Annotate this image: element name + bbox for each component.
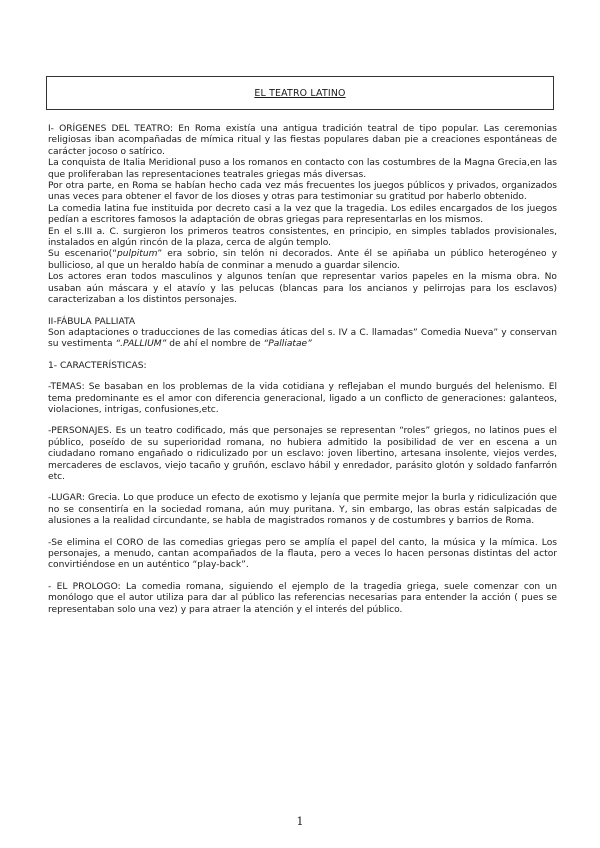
- paragraph-prologo: - EL PROLOGO: La comedia romana, siguiendo el ejemplo de la tragedia griega, suele comenzar con un monólogo que el autor utiliza para dar al público las referencias necesarias para entender la acción ( pues se representaban solo una vez) y para atraer la atención y el interés del público.: [48, 581, 557, 615]
- page-number: 1: [296, 815, 304, 828]
- paragraph-personajes: -PERSONAJES. Es un teatro codificado, más que personajes se representan “roles” griegos, no latinos pues el público, poseído de su superioridad romana, no hubiera admitido la posibilidad de ver en escena a un ciudadano romano engañado o ridiculizado por un esclavo: joven libertino, artesana insolente, viejos verdes, mercaderes de esclavos, viejo tacaño y gruñón, esclavo hábil y enredador, parásito glotón y soldado fanfarrón etc.: [48, 426, 557, 482]
- document-body: [48, 124, 557, 616]
- paragraph-coro: -Se elimina el CORO de las comedias griegas pero se amplía el papel del canto, la música y la mímica. Los personajes, a menudo, cantan acompañados de la flauta, pero a veces lo hacen personas distintas del actor convirtiéndose en un auténtico “play-back”.: [48, 537, 557, 571]
- emphasis-pallium: “.PALLIUM”: [115, 339, 167, 350]
- paragraph-escenario: [48, 249, 557, 272]
- paragraph-conquista: La conquista de Italia Meridional puso a los romanos en contacto con las costumbres de la Magna Grecia,en las que proliferaban las representaciones teatrales griegas más diversas.: [48, 158, 557, 180]
- paragraph-origenes: I- ORÍGENES DEL TEATRO: En Roma existía una antigua tradición teatral de tipo popular. Las ceremonias religiosas iban acompañadas de mímica ritual y las fiestas populares daban pie a creaciones espontáneas de carácter jocoso o satírico.: [48, 124, 557, 157]
- section-heading-palliata: II-FÁBULA PALLIATA: [48, 316, 136, 327]
- paragraph-temas: -TEMAS: Se basaban en los problemas de la vida cotidiana y reflejaban el mundo burgués del helenismo. El tema predominante es el amor con diferencia generacional, ligado a un conflicto de generaciones: galanteos, violaciones, intrigas, confusiones,etc.: [48, 382, 557, 415]
- text-run: de ahí el nombre de: [166, 339, 264, 350]
- section-heading-caracteristicas: 1- CARACTERÍSTICAS:: [48, 360, 147, 371]
- paragraph-actores: Los actores eran todos masculinos y algunos tenían que representar varios papeles en la misma obra. No usaban aún máscara y el atavío y las pelucas (blancas para los ancianos y pelirrojas para los esclavos) caracterizaban a los distintos personajes.: [48, 272, 557, 306]
- paragraph-juegos: Por otra parte, en Roma se habían hecho cada vez más frecuentes los juegos públicos y privados, organizados unas veces para obtener el favor de los dioses y otras para testimoniar su gratitud por haberlo obtenido.: [48, 181, 557, 203]
- text-run: ” era sobrio, sin telón ni decorados. Ante él se apiñaba un público heterogéneo y bullicioso, al que un heraldo había de conminar a menudo a guardar silencio.: [48, 249, 557, 271]
- title-box: [46, 76, 554, 110]
- emphasis-pulpitum: pulpitum: [116, 249, 158, 260]
- paragraph-palliata: [48, 328, 557, 351]
- text-run: Son adaptaciones o traducciones de las comedias áticas del s. IV a C. llamadas” Comedia Nueva” y conservan su vestimenta: [48, 327, 557, 350]
- paragraph-lugar: -LUGAR: Grecia. Lo que produce un efecto de exotismo y lejanía que permite mejor la burla y ridiculización que no se consentiría en la sociedad romana, aún muy puritana. Y, sin embargo, las obras están salpicadas de alusiones a la realidad circundante, se habla de magistrados romanos y de costumbres y barrios de Roma.: [48, 493, 557, 527]
- paragraph-teatros: En el s.III a. C. surgieron los primeros teatros consistentes, en principio, en simples tablados provisionales, instalados en algún rincón de la plaza, cerca de algún templo.: [48, 226, 557, 249]
- emphasis-palliatae: “Palliatae”: [263, 339, 312, 350]
- text-run: Su escenario(“: [48, 249, 117, 260]
- paragraph-comedia-latina: La comedia latina fue instituida por decreto casi a la vez que la tragedia. Los ediles encargados de los juegos pedían a escritores famosos la adaptación de obras griegas para representarlas en los mismos.: [48, 203, 557, 226]
- document-title: EL TEATRO LATINO: [254, 87, 346, 99]
